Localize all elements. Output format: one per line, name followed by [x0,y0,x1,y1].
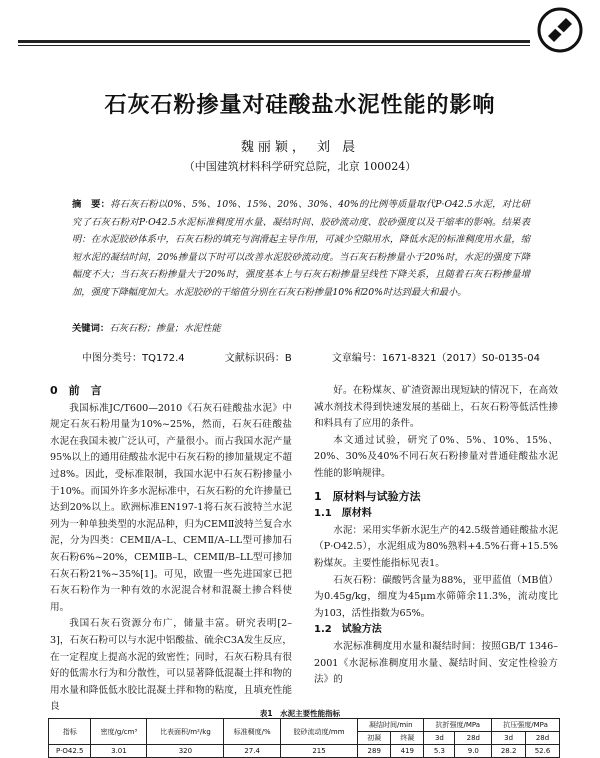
table-row [49,745,560,758]
intro-paragraph: 我国标准JC/T600—2010《石灰石硅酸盐水泥》中规定石灰石粉用量为10%~25%，然而，石灰石硅酸盐水泥在我国未被广泛认可，产量很小。而占我国水泥产量95%以上的通用硅酸盐水泥中石灰石粉的掺加量规定不超过8%。因此，受标准限制，我国水泥中石灰石粉掺量小于10%。而国外许多水泥标准中，石灰石粉的允许掺量已达到20%以上。欧洲标准EN197-1将石灰石波特兰水泥列为一种单独类型的水泥品种，归为CEMⅡ波特兰复合水泥，分为四类：CEMⅡ/A–L、CEMⅡ/A–LL型可掺加石灰石粉6%~20%，CEMⅡB–L、CEMⅡ/B–LL型可掺加石灰石粉21%~35%[1]。可见，欧盟一些先进国家已把石灰石粉作为一种有效的水泥混合材和混凝土掺合料使用。 [50,402,292,613]
cement-properties-table [48,718,560,758]
journal-logo-icon [536,6,584,54]
keywords-label: 关键词： [72,323,110,334]
article-number: 文章编号：1671-8321（2017）S0-0135-04 [331,353,540,364]
table-header: 标准稠度/% [224,719,280,745]
table-cell: 52.6 [526,745,560,758]
abstract-text: 将石灰石粉以0%、5%、10%、15%、20%、30%、40%的比例等质量取代P·O42.5水泥，对比研究了石灰石粉对P·O42.5水泥标准稠度用水量、凝结时间、胶砂流动度、胶砂强度以及干缩率的影响。结果表明：在水泥胶砂体系中，石灰石粉的填充与润滑起主导作用，可减少空隙用水，降低水泥的标准稠度用水量，缩短水泥的凝结时间，20%掺量以下时可以改善水泥胶砂流动度。当石灰石粉掺量小于20%时，水泥的强度下降幅度不大；当石灰石粉掺量大于20%时，强度基本上与石灰石粉掺量呈线性下降关系，且随着石灰石粉掺量增加，强度下降幅度加大。水泥胶砂的干缩值分别在石灰石粉掺量10%和20%时达到最大和最小。 [72,199,530,298]
table-cell: 28.2 [492,745,526,758]
intro-paragraph: 我国石灰石资源分布广，储量丰富。研究表明[2–3]，石灰石粉可以与水泥中铝酸盐、硫余C3A发生反应，在一定程度上提高水泥的致密性；同时，石灰石粉具有很好的低需水行为和分散性，可以显著降低混凝土拌和物的用水量和降低低水胶比混凝土拌和物的粘度，且填充性能良 [50,618,292,713]
table-subheader: 终凝 [391,732,424,745]
table-cell: 9.0 [455,745,492,758]
abstract [72,196,530,301]
keywords [72,320,530,334]
header-rule [18,40,530,43]
table-header: 抗折强度/MPa [424,719,492,732]
section-heading-materials: 1 原材料与试验方法 [314,489,421,503]
table-subheader: 28d [455,732,492,745]
keywords-text: 石灰石粉；掺量；水泥性能 [109,323,221,334]
subsection-heading: 1.1 原材料 [314,508,372,520]
classification-line [82,349,540,364]
table-cell: 215 [280,745,357,758]
table-subheader: 3d [424,732,455,745]
table-caption: 表1 水泥主要性能指标 [259,709,341,718]
right-column [314,383,558,689]
table-cell: 419 [391,745,424,758]
table-subheader: 3d [492,732,526,745]
table-cell: 27.4 [224,745,280,758]
table-subheader: 初凝 [358,732,391,745]
header-rule-thin [18,45,530,46]
paper-title: 石灰石粉掺量对硅酸盐水泥性能的影响 [104,93,496,118]
table-cell: 5.3 [424,745,455,758]
left-column [50,383,292,716]
authors: 魏丽颖， 刘 晨 [240,140,360,155]
table-header: 胶砂流动度/mm [280,719,357,745]
intro-paragraph: 本文通过试验，研究了0%、5%、10%、15%、20%、30%及40%不同石灰石粉掺量对普通硅酸盐水泥性能的影响规律。 [314,434,558,479]
subsection-heading: 1.2 试验方法 [314,624,382,636]
clc-number: 中图分类号：TQ172.4 [82,353,185,364]
table-header: 指标 [49,719,91,745]
affiliation: （中国建筑材料科学研究总院，北京 100024） [183,160,417,173]
intro-paragraph: 好。在粉煤灰、矿渣资源出现短缺的情况下，在高效减水剂技术得到快速发展的基础上，石灰石粉等低活性掺和料具有了应用的条件。 [314,385,558,430]
methods-paragraph: 水泥标准稠度用水量和凝结时间：按照GB/T 1346–2001《水泥标准稠度用水量、凝结时间、安定性检验方法》的 [314,640,558,686]
table-cell: P·O42.5 [49,745,91,758]
materials-paragraph: 水泥：采用实华新水泥生产的42.5级普通硅酸盐水泥（P·O42.5），水泥组成为80%熟料+4.5%石膏+15.5%粉煤灰。主要性能指标见表1。 [314,524,558,569]
table-header: 密度/g/cm³ [91,719,147,745]
table-cell: 320 [147,745,224,758]
table-cell: 289 [358,745,391,758]
table-header: 抗压强度/MPa [492,719,560,732]
section-heading-intro: 0 前 言 [50,384,102,397]
table-header: 比表面积/m²/kg [147,719,224,745]
doc-code: 文献标识码：B [224,353,292,364]
table-cell: 3.01 [91,745,147,758]
table-header: 凝结时间/min [358,719,424,732]
materials-paragraph: 石灰石粉：碳酸钙含量为88%，亚甲蓝值（MB值）为0.45g/kg，细度为45μm水筛筛余11.3%，流动度比为103，活性指数为65%。 [314,574,558,619]
table-subheader: 28d [526,732,560,745]
abstract-label: 摘 要： [72,199,111,210]
